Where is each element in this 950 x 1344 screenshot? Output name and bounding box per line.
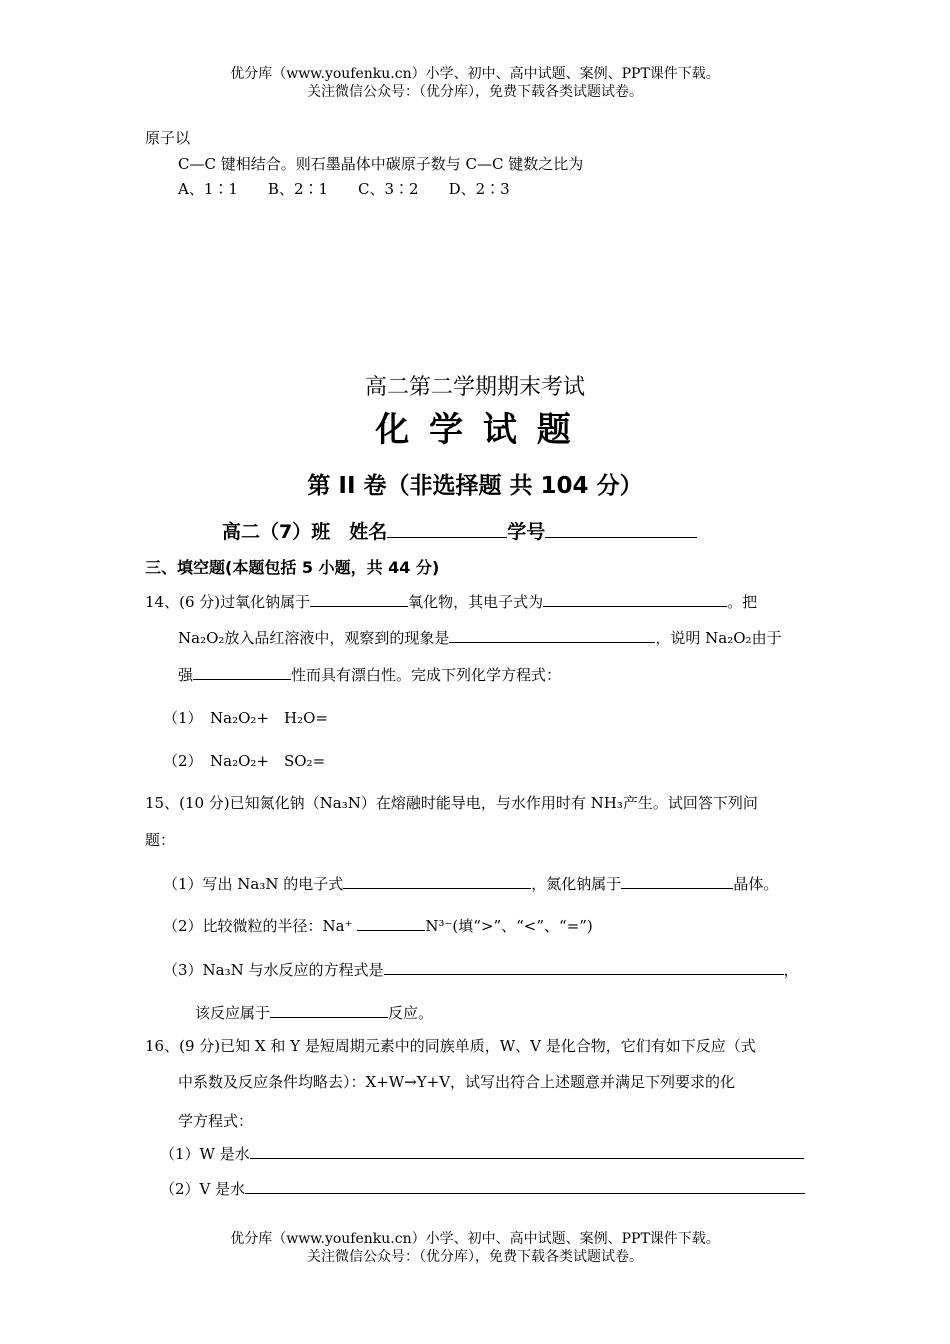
q14-text-c: 。把 xyxy=(727,593,758,611)
q16-sub-2 xyxy=(160,1178,805,1199)
prev-question-line-2: C—C 键相结合。则石墨晶体中碳原子数与 C—C 键数之比为 xyxy=(178,155,584,173)
q14-oxide-type-blank[interactable] xyxy=(310,591,408,607)
prev-question-line-1: 原子以 xyxy=(145,129,191,147)
q14-electron-formula-blank[interactable] xyxy=(543,591,727,607)
student-id-blank[interactable] xyxy=(545,522,697,538)
q16-sub-1 xyxy=(160,1143,804,1164)
q15-line-2: 题： xyxy=(145,831,176,849)
q16-s1-label: （1）W 是水 xyxy=(160,1145,250,1163)
q14-phenomenon-blank[interactable] xyxy=(449,627,655,643)
q15-sub-2 xyxy=(163,915,593,936)
q15-crystal-type-blank[interactable] xyxy=(621,873,733,889)
footer-line-1: 优分库（www.youfenku.cn）小学、初中、高中试题、案例、PPT课件下载。 xyxy=(230,1231,720,1247)
q14-line-3 xyxy=(178,664,561,685)
header-line-2: 关注微信公众号：（优分库），免费下载各类试题试卷。 xyxy=(307,84,643,100)
q14-line-1 xyxy=(145,591,757,612)
q15-s3-text-b: ， xyxy=(783,961,799,979)
header-line-1: 优分库（www.youfenku.cn）小学、初中、高中试题、案例、PPT课件下载。 xyxy=(230,66,720,82)
q14-text-f: 强 xyxy=(178,666,194,684)
name-blank[interactable] xyxy=(387,522,507,538)
exam-subtitle: 高二第二学期期末考试 xyxy=(364,375,585,400)
q15-s3-text-a: （3）Na₃N 与水反应的方程式是 xyxy=(163,961,384,979)
q14-property-blank[interactable] xyxy=(193,664,291,680)
prev-question-options: A、1∶1 B、2∶1 C、3∶2 D、2∶3 xyxy=(178,180,510,198)
q15-sub-1 xyxy=(163,873,778,894)
q16-line-2: 中系数及反应条件均略去）：X+W→Y+V，试写出符合上述题意并满足下列要求的化 xyxy=(178,1073,736,1091)
q14-text-e: ，说明 Na₂O₂由于 xyxy=(655,629,782,647)
q15-sub-3-reaction-type xyxy=(195,1002,433,1023)
exam-title: 化 学 试 题 xyxy=(375,410,575,450)
q16-line-1: 16、(9 分)已知 X 和 Y 是短周期元素中的同族单质，W、V 是化合物，它们有如下反应（式 xyxy=(145,1037,756,1055)
q15-s3-text-c: 该反应属于 xyxy=(195,1004,271,1022)
q15-s1-text-a: （1）写出 Na₃N 的电子式 xyxy=(163,875,344,893)
q16-water-reactant-blank[interactable] xyxy=(250,1143,804,1159)
footer-line-2: 关注微信公众号：（优分库），免费下载各类试题试卷。 xyxy=(307,1249,643,1265)
student-id-label: 学号 xyxy=(507,521,546,543)
q14-equation-2[interactable]: （2） Na₂O₂+ SO₂= xyxy=(163,752,326,770)
q15-s2-text-b: N³⁻(填“>”、“<”、“=”) xyxy=(425,917,593,935)
q15-electron-formula-blank[interactable] xyxy=(343,873,531,889)
q15-sub-3 xyxy=(163,959,799,980)
q14-text-g: 性而具有漂白性。完成下列化学方程式： xyxy=(291,666,562,684)
q15-radius-compare-blank[interactable] xyxy=(357,915,425,931)
q15-s1-text-c: 晶体。 xyxy=(733,875,779,893)
q15-s2-text-a: （2）比较微粒的半径：Na⁺ xyxy=(163,917,353,935)
q16-line-3: 学方程式： xyxy=(178,1112,254,1130)
q14-text-a: 14、(6 分)过氧化钠属于 xyxy=(145,593,311,611)
q15-reaction-type-blank[interactable] xyxy=(270,1002,388,1018)
section-3-title: 三、填空题(本题包括 5 小题，共 44 分) xyxy=(145,558,440,577)
q14-equation-1[interactable]: （1） Na₂O₂+ H₂O= xyxy=(163,709,328,727)
q15-s3-text-d: 反应。 xyxy=(388,1004,434,1022)
q15-s1-text-b: ，氮化钠属于 xyxy=(531,875,622,893)
q15-equation-blank[interactable] xyxy=(384,959,784,975)
student-info-row xyxy=(222,517,697,544)
q16-s2-label: （2）V 是水 xyxy=(160,1180,246,1198)
q14-text-b: 氧化物，其电子式为 xyxy=(408,593,544,611)
exam-part-title: 第 II 卷（非选择题 共 104 分） xyxy=(307,473,643,499)
q16-water-product-blank[interactable] xyxy=(245,1178,805,1194)
q15-line-1: 15、(10 分)已知氮化钠（Na₃N）在熔融时能导电，与水作用时有 NH₃产生。试回答下列问 xyxy=(145,794,758,812)
q14-line-2 xyxy=(178,627,782,648)
q14-text-d: Na₂O₂放入品红溶液中，观察到的现象是 xyxy=(178,629,450,647)
class-name-label: 高二（7）班 姓名 xyxy=(222,521,388,543)
